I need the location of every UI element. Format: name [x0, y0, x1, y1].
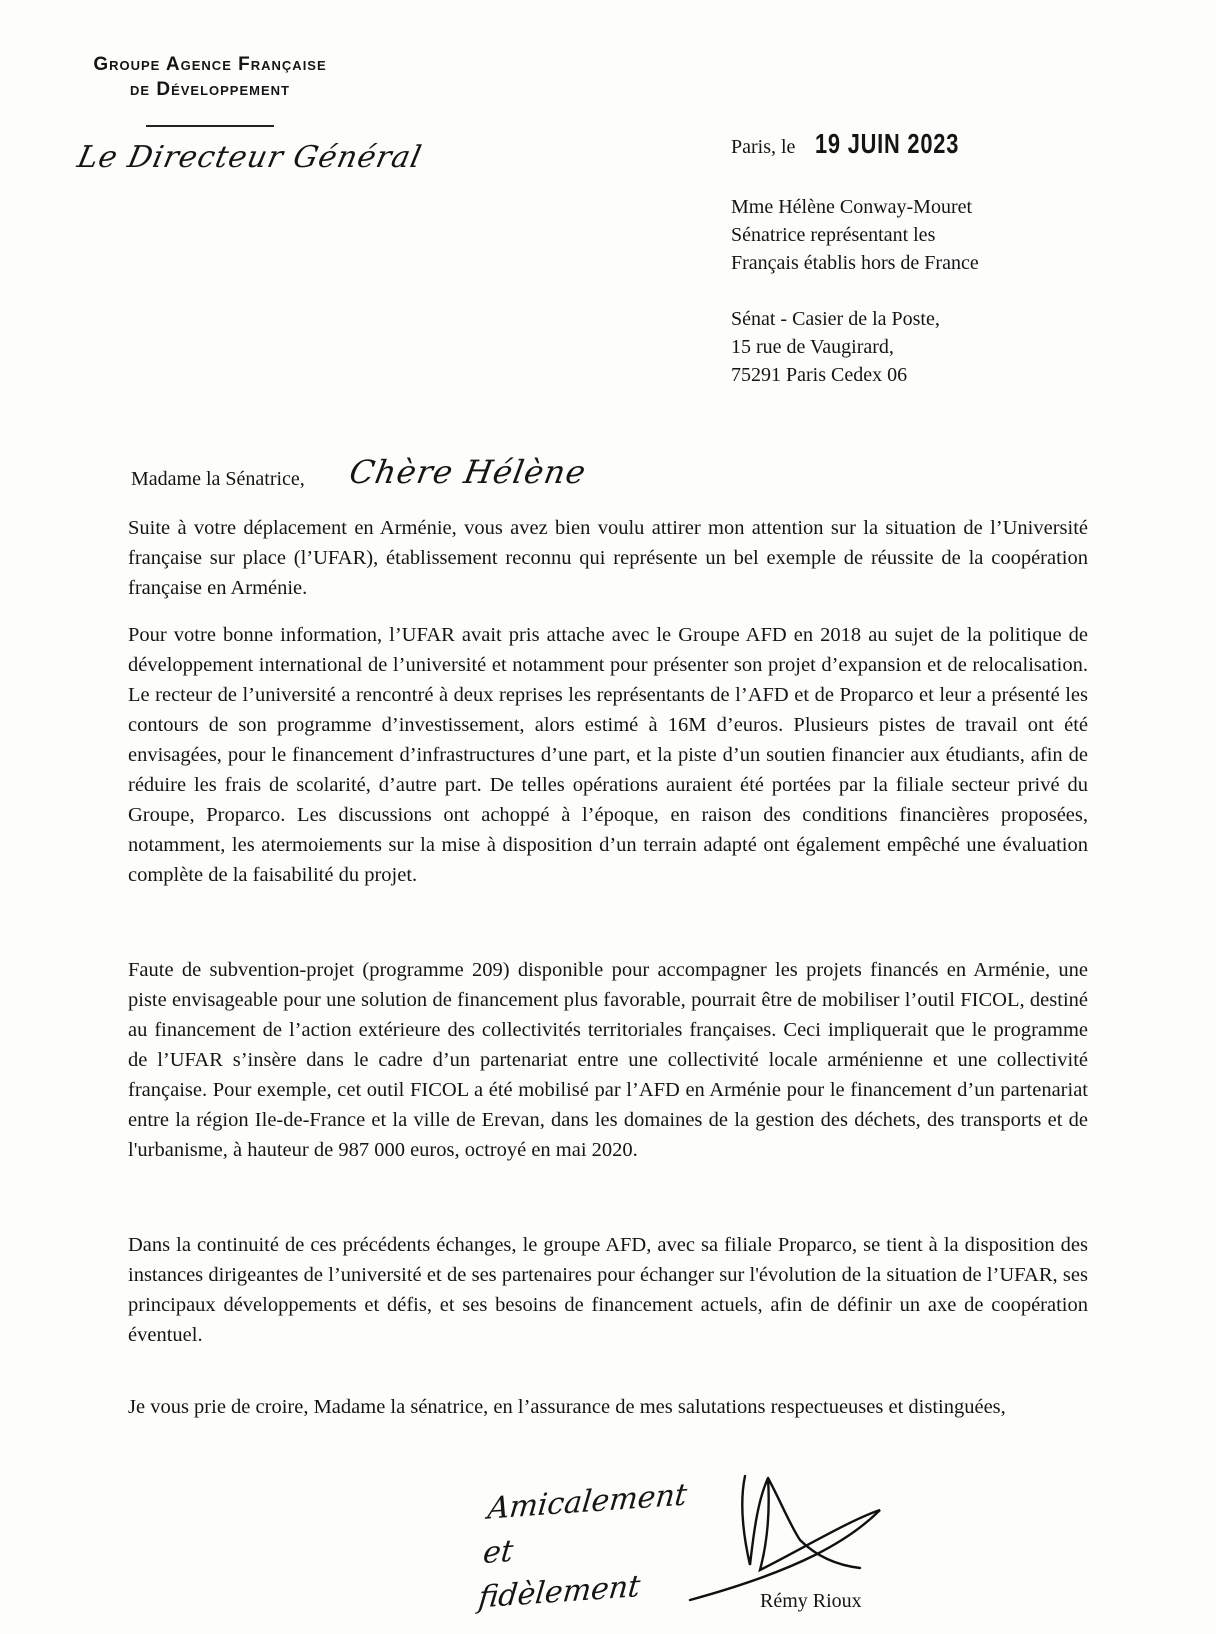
body-paragraph-2: Pour votre bonne information, l’UFAR avait pris attache avec le Groupe AFD en 2018 au sujet de la politique de développement international de l’université et notamment pour présenter son projet d’expansion et de relocalisation. Le recteur de l’université a rencontré à deux reprises les représentants de l’AFD et de Proparco et leur a présenté les contours de son programme d’investissement, alors estimé à 16M d’euros. Plusieurs pistes de travail ont été envisagées, pour le financement d’infrastructures d’une part, et la piste d’un soutien financier aux étudiants, afin de réduire les frais de scolarité, d’autre part. De telles opérations auraient été portées par la filiale secteur privé du Groupe, Proparco. Les discussions ont achoppé à l’époque, en raison des conditions financières proposées, notamment, les atermoiements sur la mise à disposition d’un terrain adapté ont également empêché une évaluation complète de la faisabilité du projet. [128, 624, 1088, 886]
recipient-address [731, 305, 940, 389]
body-paragraph-4: Dans la continuité de ces précédents échanges, le groupe AFD, avec sa filiale Proparco, se tient à la disposition des instances dirigeantes de l’université et de ses partenaires pour échanger sur l'évolution de la situation de l’UFAR, ses principaux développements et défis, et ses besoins de financement actuels, afin de définir un axe de coopération éventuel. [128, 1234, 1088, 1346]
address-line: 75291 Paris Cedex 06 [731, 364, 908, 386]
signature-mark [650, 1470, 970, 1610]
body-paragraph-3: Faute de subvention-projet (programme 209) disponible pour accompagner les projets financés en Arménie, une piste envisageable pour une solution de financement plus favorable, pourrait être de mobiliser l’outil FICOL, destiné au financement de l’action extérieure des collectivités territoriales françaises. Ceci impliquerait que le programme de l’UFAR s’insère dans le cadre d’un partenariat entre une collectivité locale arménienne et une collectivité française. Pour exemple, cet outil FICOL a été mobilisé par l’AFD en Arménie pour le financement d’un partenariat entre la région Ile-de-France et la ville de Erevan, dans les domaines de la gestion des déchets, des transports et de l'urbanisme, à hauteur de 987 000 euros, octroyé en mai 2020. [128, 959, 1088, 1161]
date-stamp: 19 JUIN 2023 [815, 128, 960, 159]
date-line [731, 128, 1000, 160]
recipient-title-cont: Français établis hors de France [731, 252, 979, 274]
salutation: Madame la Sénatrice, [131, 468, 305, 490]
handwritten-note-line: Amicalement [486, 1477, 689, 1527]
handwritten-note-line: et fidèlement [476, 1533, 642, 1616]
org-name-line1: Groupe Agence Française [93, 54, 327, 75]
handwritten-greeting: Chère Hélène [346, 453, 590, 491]
recipient-title: Sénatrice représentant les [731, 224, 936, 246]
body-paragraph-1: Suite à votre déplacement en Arménie, vous avez bien voulu attirer mon attention sur la situation de l’Université française sur place (l’UFAR), établissement reconnu qui représente un bel exemple de réussite de la coopération française en Arménie. [128, 517, 1088, 599]
header-divider [146, 125, 274, 127]
address-line: 15 rue de Vaugirard, [731, 336, 894, 358]
address-line: Sénat - Casier de la Poste, [731, 308, 940, 330]
director-title: Le Directeur Général [74, 140, 426, 175]
recipient-block [731, 193, 979, 277]
signer-name: Rémy Rioux [760, 1590, 862, 1612]
date-prefix: Paris, le [731, 136, 796, 158]
recipient-name: Mme Hélène Conway-Mouret [731, 196, 973, 218]
org-header [60, 52, 360, 102]
org-name-line2: de Développement [130, 79, 290, 100]
handwritten-note [476, 1475, 689, 1620]
closing-formula: Je vous prie de croire, Madame la sénatrice, en l’assurance de mes salutations respectueuses et distinguées, [128, 1396, 1006, 1418]
